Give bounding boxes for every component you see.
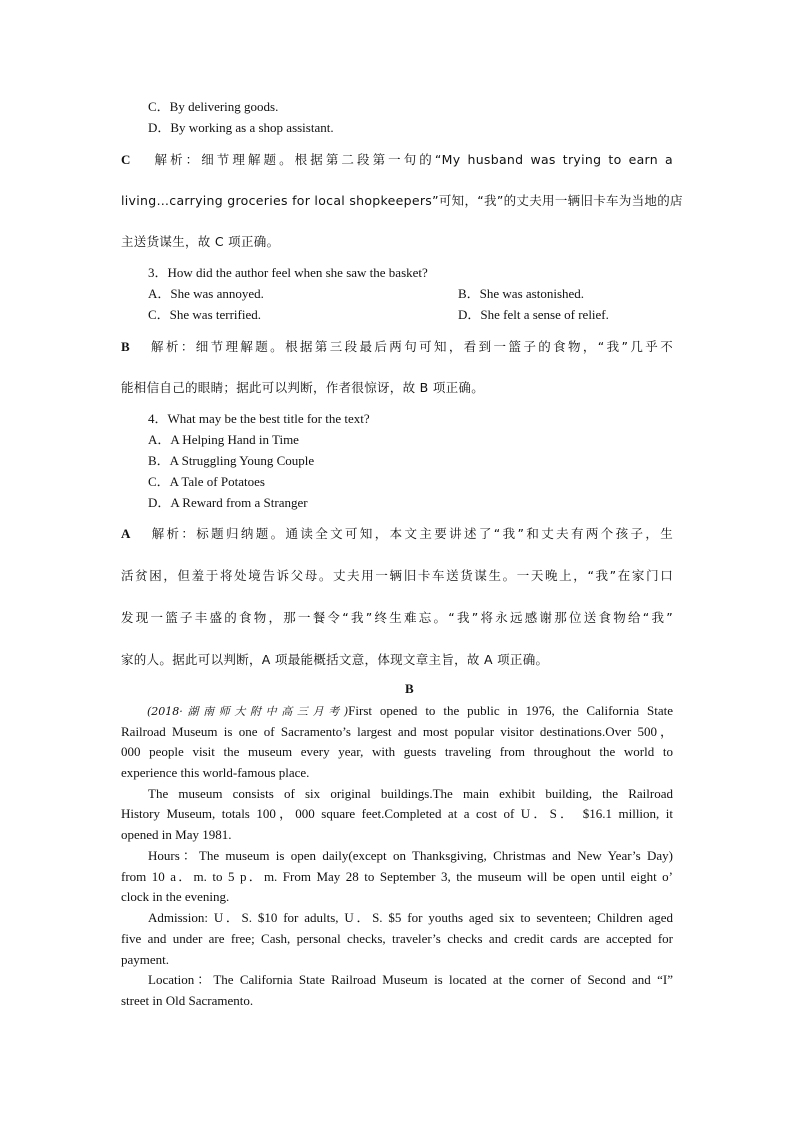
passage-line: Railroad Museum is one of Sacramento’s largest and most popular visitor destinations.Over 500， bbox=[121, 724, 673, 739]
question-4: 4．What may be the best title for the text? bbox=[148, 411, 370, 426]
passage-line: Location：The California State Railroad Museum is located at the corner of Second and “I” bbox=[148, 972, 673, 987]
passage-line: History Museum, totals 100，000 square feet.Completed at a cost of U．S． $16.1 million, it bbox=[121, 806, 673, 821]
passage-line bbox=[121, 703, 673, 720]
explanation-line bbox=[121, 526, 673, 542]
question-3: 3．How did the author feel when she saw the basket? bbox=[148, 265, 428, 280]
passage-line: 000 people visit the museum every year, with guests traveling from throughout the world to bbox=[121, 744, 673, 759]
passage-line: opened in May 1981. bbox=[121, 827, 232, 842]
explanation-line: 主送货谋生，故 C 项正确。 bbox=[121, 234, 280, 249]
explanation-line bbox=[121, 152, 673, 168]
source-note: (2018·湖南师大附中高三月考) bbox=[147, 705, 349, 718]
explanation-line: 能相信自己的眼睛；据此可以判断，作者很惊讶，故 B 项正确。 bbox=[121, 380, 485, 395]
option-c: C．By delivering goods. bbox=[148, 99, 279, 114]
explanation-text: 解析：细节理解题。根据第二段第一句的“My husband was trying to earn a bbox=[154, 152, 674, 167]
option-d: D．A Reward from a Stranger bbox=[148, 495, 308, 510]
passage-line: Admission: U．S. $10 for adults, U．S. $5 for youths aged six to seventeen; Children aged bbox=[148, 910, 673, 925]
explanation-line: living…carrying groceries for local shopkeepers”可知，“我”的丈夫用一辆旧卡车为当地的店 bbox=[121, 193, 683, 208]
explanation-line: 发现一篮子丰盛的食物，那一餐令“我”终生难忘。“我”将永远感谢那位送食物给“我” bbox=[121, 610, 673, 625]
option-c: C．A Tale of Potatoes bbox=[148, 474, 265, 489]
passage-line: The museum consists of six original buildings.The main exhibit building, the Railroad bbox=[148, 786, 673, 801]
option-b: B．A Struggling Young Couple bbox=[148, 453, 315, 468]
option-d: D．By working as a shop assistant. bbox=[148, 120, 334, 135]
passage-line: clock in the evening. bbox=[121, 889, 230, 904]
option-b: B．She was astonished. bbox=[458, 286, 585, 301]
passage-line: from 10 a．m. to 5 p．m. From May 28 to September 3, the museum will be open until eight o’ bbox=[121, 869, 673, 884]
section-heading: B bbox=[405, 681, 414, 696]
explanation-text: 解析：标题归纳题。通读全文可知，本文主要讲述了“我”和丈夫有两个孩子，生 bbox=[151, 526, 673, 541]
option-c: C．She was terrified. bbox=[148, 307, 262, 322]
passage-line: Hours：The museum is open daily(except on Thanksgiving, Christmas and New Year’s Day) bbox=[148, 848, 673, 863]
explanation-line: 家的人。据此可以判断，A 项最能概括文意，体现文章主旨，故 A 项正确。 bbox=[121, 652, 549, 667]
explanation-line bbox=[121, 339, 673, 355]
answer-letter: C bbox=[121, 152, 131, 167]
passage-text: First opened to the public in 1976, the California State bbox=[348, 703, 674, 718]
passage-line: street in Old Sacramento. bbox=[121, 993, 254, 1008]
answer-letter: B bbox=[121, 339, 130, 354]
option-a: A．She was annoyed. bbox=[148, 286, 264, 301]
option-a: A．A Helping Hand in Time bbox=[148, 432, 299, 447]
passage-line: payment. bbox=[121, 952, 170, 967]
answer-letter: A bbox=[121, 526, 131, 541]
explanation-text: 解析：细节理解题。根据第三段最后两句可知，看到一篮子的食物，“我”几乎不 bbox=[151, 339, 673, 354]
explanation-line: 活贫困，但羞于将处境告诉父母。丈夫用一辆旧卡车送货谋生。一天晚上，“我”在家门口 bbox=[121, 568, 673, 583]
option-d: D．She felt a sense of relief. bbox=[458, 307, 609, 322]
passage-line: experience this world-famous place. bbox=[121, 765, 310, 780]
passage-line: five and under are free; Cash, personal checks, traveler’s checks and credit cards are accepted for bbox=[121, 931, 673, 946]
